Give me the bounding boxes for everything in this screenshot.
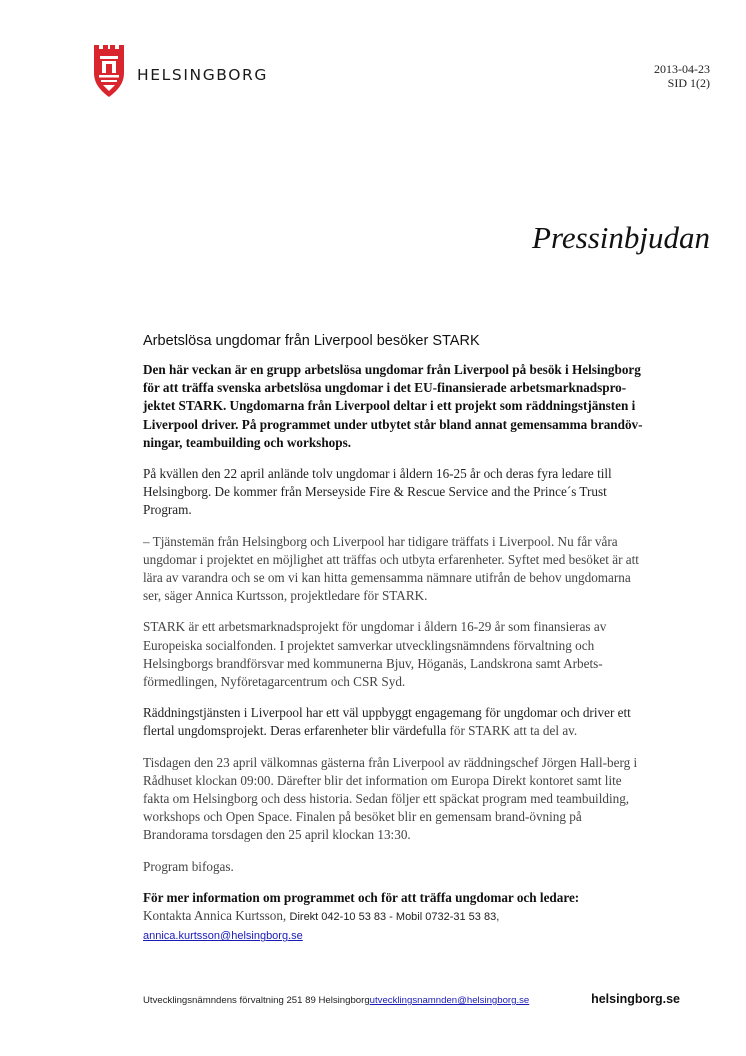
city-crest-icon <box>93 44 125 98</box>
paragraph-arrival: På kvällen den 22 april anlände tolv ungdomar i åldern 16-25 år och deras fyra ledare till Helsingborg. De kommer från Merseyside Fire & Rescue Service and the Prince´s Trust Program. <box>143 466 612 518</box>
page-number: SID 1(2) <box>667 76 710 90</box>
paragraph-engagement <box>143 704 643 740</box>
footer-address <box>143 995 529 1006</box>
contact-block <box>143 889 643 946</box>
paragraph-stark: STARK är ett arbetsmarknadsprojekt för ungdomar i åldern 16-29 år som finansieras av Europeiska socialfonden. I projektet samverkar utvecklingsnämndens förvaltning och Helsingborgs brandförsvar med kommunerna Bjuv, Höganäs, Landskrona samt Arbets-förmedlingen, Nyföretagarcentrum och CSR Syd. <box>143 619 607 690</box>
footer-website: helsingborg.se <box>591 992 680 1006</box>
paragraph-schedule: Tisdagen den 23 april välkomnas gästerna från Liverpool av räddningschef Jörgen Hall-berg i Rådhuset klockan 09:00. Därefter blir det information om Europa Direkt kontoret samt lite fakta om Helsingborg och dess historia. Sedan följer ett späckat program med teambuilding, workshops och Open Space. Finalen på besöket blir en gemensam brand-övning på Brandorama torsdagen den 25 april klockan 13:30. <box>143 754 638 843</box>
logo-wordmark: HELSINGBORG <box>137 66 269 84</box>
press-invitation-body <box>143 333 643 958</box>
document-type: Pressinbjudan <box>532 220 710 255</box>
document-date: 2013-04-23 <box>654 62 710 76</box>
helsingborg-logo <box>93 44 268 98</box>
contact-phones: Direkt 042-10 53 83 - Mobil 0732-31 53 83, <box>289 911 500 924</box>
engagement-rest: för STARK att ta del av. <box>446 723 578 739</box>
paragraph-quote: – Tjänstemän från Helsingborg och Liverpool har tidigare träffats i Liverpool. Nu får våra ungdomar i projektet en möjlighet att träffas och utbyta erfarenheter. Syftet med besöket är att lära av varandra och se om vi kan hitta gemensamma nämnare utifrån de behov ungdomarna ser, säger Annica Kurtsson, projektledare för STARK. <box>143 533 639 604</box>
paragraph-attachment: Program bifogas. <box>143 858 234 874</box>
footer-address-text: Utvecklingsnämndens förvaltning 251 89 Helsingborg <box>143 995 370 1006</box>
contact-email-link[interactable]: annica.kurtsson@helsingborg.se <box>143 930 303 943</box>
document-meta <box>654 62 710 90</box>
contact-name: Kontakta Annica Kurtsson, <box>143 908 290 924</box>
lead-paragraph: Den här veckan är en grupp arbetslösa ungdomar från Liverpool på besök i Helsingborg för att träffa svenska arbetslösa ungdomar i det EU-finansierade arbetsmarknadspro-jektet STARK. Ungdomarna från Liverpool deltar i ett projekt som räddningstjänsten i Liverpool driver. På programmet under utbytet står bland annat gemensamma brandöv-ningar, teambuilding och workshops. <box>143 362 643 450</box>
article-headline: Arbetslösa ungdomar från Liverpool besöker STARK <box>143 333 480 349</box>
engagement-strong: Räddningstjänsten i Liverpool har ett väl uppbyggt engagemang för ungdomar och driver ett flertal ungdomsprojekt. Deras erfarenheter blir värdefulla <box>143 705 631 739</box>
footer-email-link[interactable]: utvecklingsnamnden@helsingborg.se <box>369 995 530 1006</box>
contact-heading: För mer information om programmet och för att träffa ungdomar och ledare: <box>143 889 580 905</box>
